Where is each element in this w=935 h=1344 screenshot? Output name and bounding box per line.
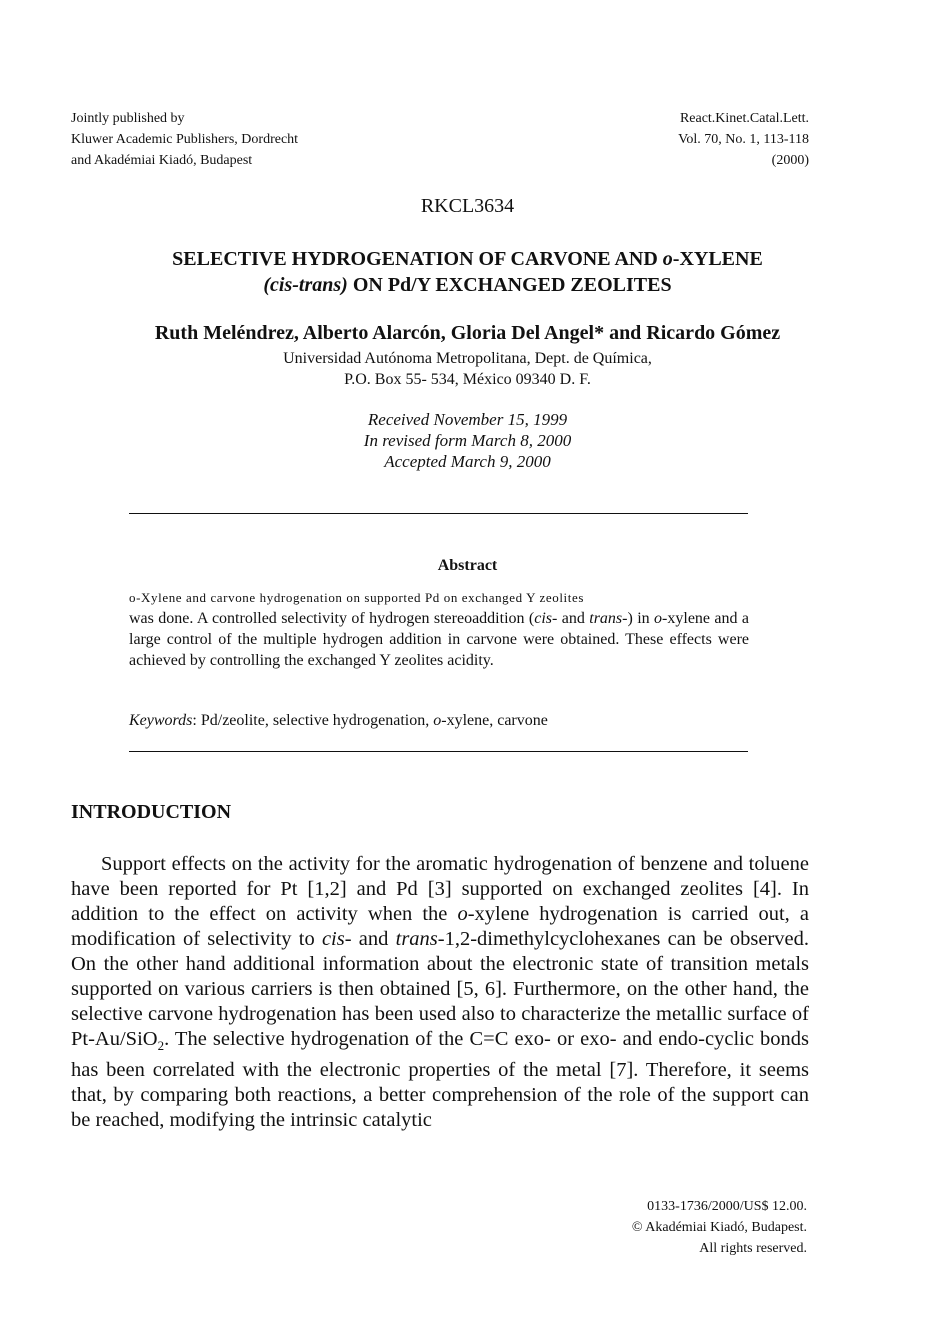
abstract-text: was done. A controlled selectivity of hydrogen stereoaddition ( — [129, 610, 535, 627]
submission-dates — [60, 409, 875, 472]
abstract-italic: trans — [589, 610, 623, 627]
abstract-text: -xylene and a large control of the multiple hydrogen addition in carvone were obtained. These effects were achieved by controlling the exchanged Y zeolites acidity. — [129, 610, 750, 669]
journal-citation — [509, 108, 809, 171]
citation-line: React.Kinet.Catal.Lett. — [679, 111, 809, 126]
abstract-body — [129, 588, 749, 671]
paper-title — [60, 246, 875, 298]
citation-line: Vol. 70, No. 1, 113-118 — [678, 132, 809, 147]
introduction-body — [71, 852, 809, 1133]
keywords — [129, 712, 749, 730]
article-code: RKCL3634 — [420, 195, 515, 217]
intro-subscript: 2 — [157, 1038, 165, 1054]
authors: Ruth Meléndrez, Alberto Alarcón, Gloria Del Angel* and Ricardo Gómez — [154, 322, 781, 344]
title-text: SELECTIVE HYDROGENATION OF CARVONE AND — [172, 248, 663, 270]
publisher-info — [71, 108, 471, 171]
affiliation-line: Universidad Autónoma Metropolitana, Dept. de Química, — [283, 350, 652, 367]
intro-paragraph — [71, 852, 809, 1133]
abstract-italic: o — [654, 610, 663, 627]
affiliation-line: P.O. Box 55- 534, México 09340 D. F. — [344, 371, 591, 388]
abstract-text: - and — [552, 610, 590, 627]
abstract-text: -) in — [622, 610, 650, 627]
publisher-line: Jointly published by — [71, 111, 185, 126]
intro-text: Support effects on the activity for the aromatic hydrogenation of benzene and toluene have been reported for Pt [1,2] and Pd [3] supported on exchanged zeolites [4]. In addition to the effect on activity when the — [71, 853, 809, 925]
divider-bottom — [129, 751, 748, 752]
keywords-text: : Pd/zeolite, selective hydrogenation, — [192, 712, 434, 729]
citation-line: (2000) — [771, 153, 809, 168]
intro-italic: o — [457, 903, 468, 925]
abstract-heading: Abstract — [437, 557, 498, 574]
title-italic: (cis-trans) — [263, 274, 348, 296]
section-heading: INTRODUCTION — [71, 801, 232, 823]
publisher-line: Kluwer Academic Publishers, Dordrecht — [71, 132, 299, 147]
intro-italic: cis — [321, 928, 345, 950]
affiliation — [60, 348, 875, 390]
title-text: ON Pd/Y EXCHANGED ZEOLITES — [347, 274, 672, 296]
intro-text: . The selective hydrogenation of the C=C exo- or exo- and endo-cyclic bonds has been correlated with the electronic properties of the metal [7]. Therefore, it seems that, by comparing both reactions, a better comprehension of the role of the support can be reached, modifying the intrinsic catalytic — [71, 1028, 809, 1132]
date-line: Accepted March 9, 2000 — [384, 452, 551, 471]
keywords-label: Keywords — [129, 712, 193, 729]
copyright-footer — [507, 1196, 807, 1259]
abstract-italic: cis — [534, 610, 553, 627]
footer-line: © Akadémiai Kiadó, Budapest. — [631, 1220, 807, 1235]
title-italic: o — [662, 248, 673, 270]
title-text: -XYLENE — [672, 248, 763, 270]
footer-line: 0133-1736/2000/US$ 12.00. — [647, 1199, 807, 1214]
intro-text: - and — [344, 928, 396, 950]
date-line: In revised form March 8, 2000 — [363, 431, 572, 450]
abstract-first-line: o-Xylene and carvone hydrogenation on supported Pd on exchanged Y zeolites — [129, 590, 584, 605]
intro-text: -1,2-dimethylcyclohexanes can be observed. On the other hand additional information about the electronic state of transition metals supported on various carriers is then obtained [5, 6]. Furthermore, on the other hand, the selective carvone hydrogenation has been used also to characterize the metallic surface of Pt-Au/SiO — [71, 928, 809, 1050]
intro-text: -xylene hydrogenation is carried out, a modification of selectivity to — [71, 903, 809, 950]
keywords-text: -xylene, carvone — [441, 712, 548, 729]
divider-top — [129, 513, 748, 514]
footer-line: All rights reserved. — [699, 1241, 807, 1256]
intro-italic: trans — [395, 928, 438, 950]
date-line: Received November 15, 1999 — [367, 410, 568, 429]
publisher-line: and Akadémiai Kiadó, Budapest — [71, 153, 253, 168]
keywords-italic: o — [433, 712, 442, 729]
